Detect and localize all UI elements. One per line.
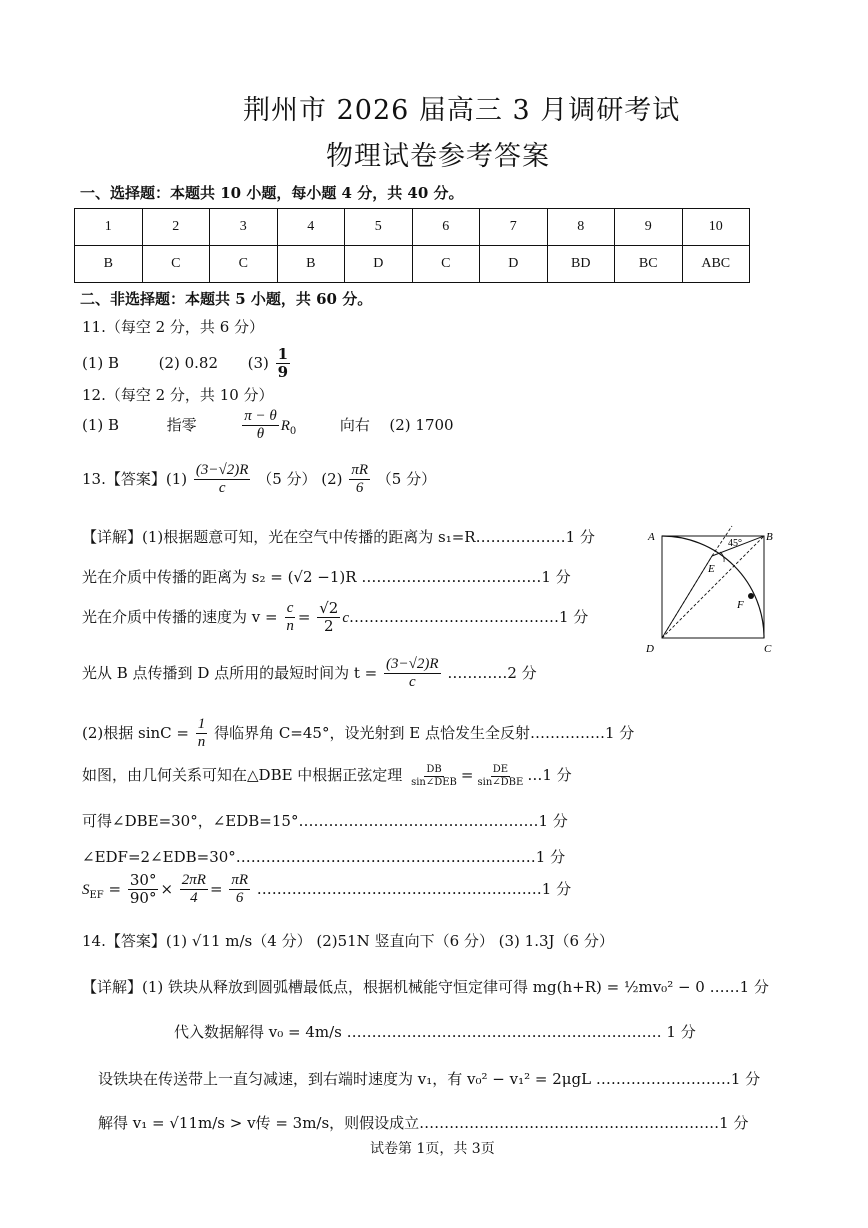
- q11-answers: [82, 346, 292, 382]
- q13-sine-frac-1: $\frac{DB}{\text{sin∠DEB}}$: [411, 764, 457, 788]
- q12-a3: 向右: [339, 415, 370, 434]
- q14-detail-4: 解得 v₁ = √11m/s > v传 = 3m/s，则假设成立……………………………………………………1 分: [98, 1114, 749, 1132]
- table-cell: C: [412, 246, 480, 283]
- table-cell: B: [75, 246, 143, 283]
- table-cell: C: [142, 246, 210, 283]
- table-cell: BC: [615, 246, 683, 283]
- q13-part2-fraction: $\frac{\pi R}{6}$: [351, 462, 368, 497]
- q13-detail-3: 光在介质中传播的速度为 v = $\frac{c}{n}$ = $\frac{√2}{2}$ c……………………………………1 分: [82, 599, 589, 636]
- geometry-diagram: [640, 522, 780, 658]
- q13-frac-root2: $\frac{√2}{2}$: [319, 599, 339, 636]
- q11-heading: 11.（每空 2 分，共 6 分）: [82, 318, 265, 336]
- answer-table-numbers: [75, 209, 750, 246]
- table-cell: D: [480, 246, 548, 283]
- q13-detail-6: 如图，由几何关系可知在△DBE 中根据正弦定理 $\frac{DB}{\text{sin∠DEB}}$ = $\frac{DE}{\text{sin∠DBE}}$ …1 分: [82, 764, 572, 788]
- table-cell: 5: [345, 209, 413, 246]
- q13-detail-7: 可得∠DBE=30°，∠EDB=15°…………………………………………1 分: [82, 812, 568, 830]
- q11-a2: (2) 0.82: [158, 353, 219, 372]
- point-F: [748, 593, 754, 599]
- table-cell: C: [210, 246, 278, 283]
- q13-time-fraction: $\frac{(3-√2)R}{c}$: [386, 656, 439, 691]
- q13-part1-fraction: $\frac{(3-√2)R}{c}$: [195, 462, 249, 497]
- q13-area-frac-2: $\frac{2\pi R}{4}$: [181, 872, 206, 907]
- q11-a3: (3): [247, 353, 269, 372]
- label-F: F: [737, 599, 744, 611]
- q13-frac-c-n: $\frac{c}{n}$: [286, 600, 294, 635]
- q13-detail-5: (2)根据 sinC = $\frac{1}{n}$ 得临界角 C=45°，设光射到 E 点恰发生全反射……………1 分: [82, 716, 635, 751]
- q12-a4: (2) 1700: [389, 415, 454, 434]
- table-cell: 4: [277, 209, 345, 246]
- table-cell: 6: [412, 209, 480, 246]
- q11-a1: (1) B: [82, 353, 120, 372]
- table-cell: 1: [75, 209, 143, 246]
- q13-detail-9: $S_{EF}$ = $\frac{30^\circ}{90^\circ}$ × $\frac{2\pi R}{4}$ = $\frac{\pi R}{6}$ …………………………………………………1 分: [82, 871, 572, 908]
- q12-fraction: $\frac{\pi - \theta}{\theta}$: [244, 408, 277, 443]
- q13-detail-8: ∠EDF=2∠EDB=30°……………………………………………………1 分: [82, 848, 566, 866]
- label-D: D: [646, 643, 654, 655]
- q13-sinc-fraction: $\frac{1}{n}$: [197, 716, 206, 751]
- label-B: B: [766, 531, 773, 543]
- q13-area-frac-1: $\frac{30^\circ}{90^\circ}$: [129, 871, 157, 908]
- answer-table-answers: [75, 246, 750, 283]
- table-cell: 3: [210, 209, 278, 246]
- table-cell: 7: [480, 209, 548, 246]
- q13-answer: 13.【答案】(1) $\frac{(3-√2)R}{c}$ （5 分） (2) $\frac{\pi R}{6}$ （5 分）: [82, 462, 437, 497]
- table-cell: 8: [547, 209, 615, 246]
- page-title: 荆州市 2026 届高三 3 月调研考试: [243, 95, 681, 126]
- label-E: E: [708, 563, 715, 575]
- q14-answer: 14.【答案】(1) √11 m/s（4 分） (2)51N 竖直向下（6 分） (3) 1.3J（6 分）: [82, 932, 614, 950]
- q14-detail-1: 【详解】(1) 铁块从释放到圆弧槽最低点，根据机械能守恒定律可得 mg(h+R) = ½mv₀² − 0 ……1 分: [82, 978, 769, 996]
- table-cell: ABC: [682, 246, 750, 283]
- q14-detail-2: 代入数据解得 v₀ = 4m/s ……………………………………………………… 1 分: [174, 1023, 696, 1041]
- label-A: A: [648, 531, 655, 543]
- q13-detail-4: 光从 B 点传播到 D 点所用的最短时间为 t = $\frac{(3-√2)R}{c}$ …………2 分: [82, 656, 537, 691]
- angle-arc: [720, 552, 724, 562]
- page-subtitle: 物理试卷参考答案: [326, 141, 550, 172]
- label-C: C: [764, 643, 772, 655]
- table-cell: B: [277, 246, 345, 283]
- section1-heading: 一、选择题：本题共 10 小题，每小题 4 分，共 40 分。: [80, 184, 464, 202]
- table-cell: BD: [547, 246, 615, 283]
- q12-a2: 指零: [166, 415, 197, 434]
- answer-table: [74, 208, 750, 283]
- q13-area-frac-3: $\frac{\pi R}{6}$: [231, 872, 249, 907]
- line-EF: [662, 556, 712, 638]
- line-DB: [662, 536, 764, 638]
- q13-detail-2: 光在介质中传播的距离为 s₂ = (√2 −1)R ………………………………1 分: [82, 568, 571, 586]
- q12-answers: (1) B 指零 $\frac{\pi - \theta}{\theta}$ $R_0$ 向右 (2) 1700: [82, 408, 454, 443]
- q12-heading: 12.（每空 2 分，共 10 分）: [82, 386, 274, 404]
- table-cell: 10: [682, 209, 750, 246]
- table-cell: D: [345, 246, 413, 283]
- table-cell: 9: [615, 209, 683, 246]
- q11-fraction: $\frac{1}{9}$: [277, 345, 289, 382]
- q13-detail-1: 【详解】(1)根据题意可知，光在空气中传播的距离为 s₁=R………………1 分: [82, 528, 595, 546]
- q13-sine-frac-2: $\frac{DE}{\text{sin∠DBE}}$: [477, 764, 524, 788]
- q14-detail-3: 设铁块在传送带上一直匀减速，到右端时速度为 v₁，有 v₀² − v₁² = 2μgL ………………………1 分: [98, 1070, 761, 1088]
- table-cell: 2: [142, 209, 210, 246]
- page-footer: 试卷第 1页，共 3页: [370, 1141, 495, 1157]
- q12-a1: (1) B: [82, 415, 120, 434]
- section2-heading: 二、非选择题：本题共 5 小题，共 60 分。: [80, 290, 373, 308]
- label-angle: 45°: [728, 538, 742, 549]
